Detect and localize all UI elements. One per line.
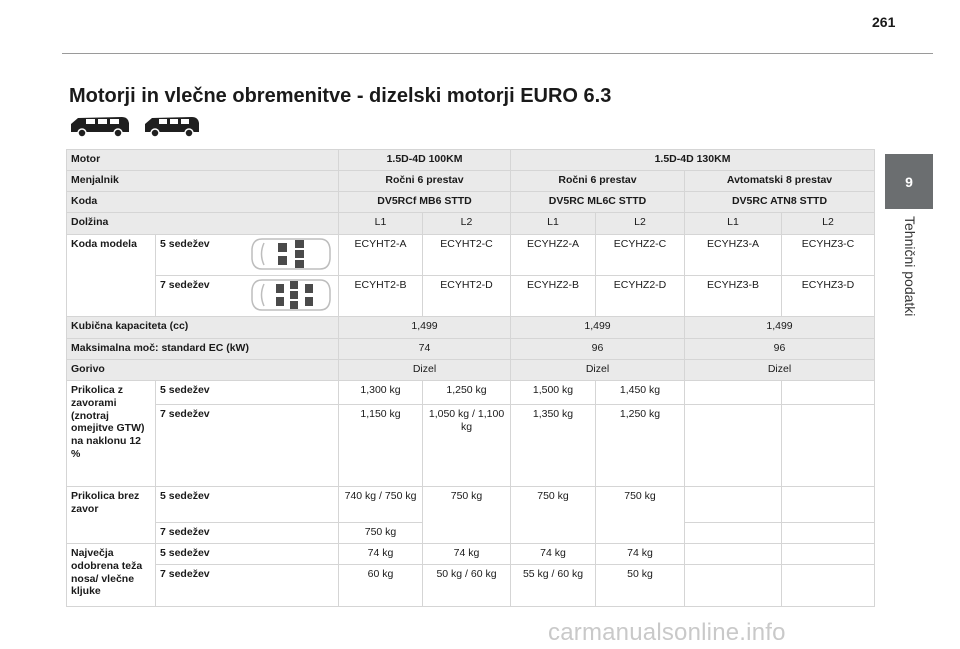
cell-sublabel: 5 sedežev bbox=[156, 544, 339, 565]
cell-value: ECYHZ2-D bbox=[596, 276, 685, 317]
cell-value: Dizel bbox=[511, 360, 685, 381]
cell-sublabel: 7 sedežev bbox=[156, 276, 244, 317]
cell-value: L1 bbox=[511, 213, 596, 235]
engine-spec-table bbox=[66, 149, 875, 607]
cell-empty bbox=[782, 565, 875, 607]
cell-empty bbox=[782, 487, 875, 523]
cell-value: ECYHT2-C bbox=[423, 235, 511, 276]
cell-value: 1,250 kg bbox=[423, 381, 511, 405]
cell-label: Največja odobrena teža nosa/ vlečne kljuke bbox=[67, 544, 156, 607]
chapter-tab[interactable]: 9 bbox=[885, 154, 933, 209]
cell-value: 1.5D-4D 100KM bbox=[339, 150, 511, 171]
cell-value: 50 kg / 60 kg bbox=[423, 565, 511, 607]
cell-value: ECYHZ3-C bbox=[782, 235, 875, 276]
cell-value: 1,050 kg / 1,100 kg bbox=[423, 405, 511, 487]
chapter-label-container bbox=[880, 216, 940, 346]
cell-value: ECYHZ2-B bbox=[511, 276, 596, 317]
cell-value: 96 bbox=[511, 339, 685, 360]
row-capacity bbox=[67, 317, 875, 339]
cell-value: DV5RCf MB6 STTD bbox=[339, 192, 511, 213]
cell-empty bbox=[685, 487, 782, 523]
cell-empty bbox=[782, 523, 875, 544]
cell-label: Prikolica brez zavor bbox=[67, 487, 156, 544]
cell-value: Avtomatski 8 prestav bbox=[685, 171, 875, 192]
cell-value: 1,450 kg bbox=[596, 381, 685, 405]
cell-empty bbox=[685, 405, 782, 487]
cell-empty bbox=[782, 544, 875, 565]
cell-value: 1,300 kg bbox=[339, 381, 423, 405]
cell-label: Koda bbox=[67, 192, 339, 213]
seat-layout-5-icon bbox=[250, 237, 332, 271]
cell-value: ECYHT2-D bbox=[423, 276, 511, 317]
cell-value: ECYHZ2-C bbox=[596, 235, 685, 276]
cell-value: ECYHT2-A bbox=[339, 235, 423, 276]
cell-value: 74 kg bbox=[423, 544, 511, 565]
cell-label: Menjalnik bbox=[67, 171, 339, 192]
cell-value: Ročni 6 prestav bbox=[339, 171, 511, 192]
van-short-icon bbox=[68, 114, 132, 138]
cell-value: DV5RC ATN8 STTD bbox=[685, 192, 875, 213]
cell-label: Maksimalna moč: standard EC (kW) bbox=[67, 339, 339, 360]
cell-empty bbox=[685, 565, 782, 607]
cell-value: 74 kg bbox=[596, 544, 685, 565]
cell-value: 1,250 kg bbox=[596, 405, 685, 487]
cell-sublabel: 7 sedežev bbox=[156, 405, 339, 487]
row-length bbox=[67, 213, 875, 235]
row-model-code-5 bbox=[67, 235, 875, 276]
cell-value: 50 kg bbox=[596, 565, 685, 607]
cell-label: Kubična kapaciteta (cc) bbox=[67, 317, 339, 339]
cell-value: 74 kg bbox=[511, 544, 596, 565]
cell-value: 60 kg bbox=[339, 565, 423, 607]
watermark: carmanualsonline.info bbox=[548, 619, 786, 646]
cell-empty bbox=[782, 405, 875, 487]
cell-value: 74 bbox=[339, 339, 511, 360]
cell-value: 1,350 kg bbox=[511, 405, 596, 487]
cell-value: 96 bbox=[685, 339, 875, 360]
cell-label: Prikolica z zavorami (znotraj omejitve GTW) na naklonu 12 % bbox=[67, 381, 156, 487]
cell-label: Dolžina bbox=[67, 213, 339, 235]
cell-sublabel: 5 sedežev bbox=[156, 235, 244, 276]
row-code bbox=[67, 192, 875, 213]
seat-layout-7-icon bbox=[250, 278, 332, 312]
row-power bbox=[67, 339, 875, 360]
cell-value: ECYHZ3-D bbox=[782, 276, 875, 317]
cell-value: 74 kg bbox=[339, 544, 423, 565]
cell-value: L1 bbox=[685, 213, 782, 235]
cell-value: ECYHZ3-B bbox=[685, 276, 782, 317]
row-motor bbox=[67, 150, 875, 171]
van-long-icon bbox=[142, 114, 202, 138]
row-model-code-7 bbox=[67, 276, 875, 317]
cell-label: Gorivo bbox=[67, 360, 339, 381]
cell-value: Dizel bbox=[685, 360, 875, 381]
cell-value: 750 kg bbox=[511, 487, 596, 544]
cell-value: 750 kg bbox=[339, 523, 423, 544]
page-title: Motorji in vlečne obremenitve - dizelski motorji EURO 6.3 bbox=[69, 85, 612, 107]
cell-value: Dizel bbox=[339, 360, 511, 381]
vehicle-icons bbox=[68, 114, 202, 138]
row-noseweight-7 bbox=[67, 565, 875, 607]
cell-value: 1,499 bbox=[685, 317, 875, 339]
row-noseweight-5 bbox=[67, 544, 875, 565]
cell-empty bbox=[685, 523, 782, 544]
cell-sublabel: 7 sedežev bbox=[156, 523, 339, 544]
row-fuel bbox=[67, 360, 875, 381]
cell-label: Koda modela bbox=[67, 235, 156, 317]
cell-value: 1,499 bbox=[339, 317, 511, 339]
row-gearbox bbox=[67, 171, 875, 192]
cell-empty bbox=[685, 544, 782, 565]
cell-value: 1,499 bbox=[511, 317, 685, 339]
page-number: 261 bbox=[872, 14, 896, 30]
seat-icon-cell bbox=[244, 276, 339, 317]
header-rule bbox=[62, 53, 933, 54]
cell-sublabel: 5 sedežev bbox=[156, 487, 339, 523]
cell-value: 750 kg bbox=[596, 487, 685, 544]
cell-value: L1 bbox=[339, 213, 423, 235]
cell-value: L2 bbox=[596, 213, 685, 235]
cell-sublabel: 7 sedežev bbox=[156, 565, 339, 607]
cell-label: Motor bbox=[67, 150, 339, 171]
cell-value: ECYHT2-B bbox=[339, 276, 423, 317]
cell-value: ECYHZ2-A bbox=[511, 235, 596, 276]
cell-value: 1.5D-4D 130KM bbox=[511, 150, 875, 171]
cell-sublabel: 5 sedežev bbox=[156, 381, 339, 405]
cell-value: 55 kg / 60 kg bbox=[511, 565, 596, 607]
cell-value: 1,150 kg bbox=[339, 405, 423, 487]
cell-value: Ročni 6 prestav bbox=[511, 171, 685, 192]
cell-value: L2 bbox=[782, 213, 875, 235]
cell-value: DV5RC ML6C STTD bbox=[511, 192, 685, 213]
cell-value: L2 bbox=[423, 213, 511, 235]
cell-empty bbox=[685, 381, 782, 405]
cell-value: 1,500 kg bbox=[511, 381, 596, 405]
seat-icon-cell bbox=[244, 235, 339, 276]
cell-empty bbox=[782, 381, 875, 405]
cell-value: 750 kg bbox=[423, 487, 511, 544]
row-braked-5 bbox=[67, 381, 875, 405]
cell-value: ECYHZ3-A bbox=[685, 235, 782, 276]
chapter-label: Tehnični podatki bbox=[902, 216, 918, 317]
row-unbraked-5 bbox=[67, 487, 875, 523]
row-braked-7 bbox=[67, 405, 875, 487]
cell-value: 740 kg / 750 kg bbox=[339, 487, 423, 523]
